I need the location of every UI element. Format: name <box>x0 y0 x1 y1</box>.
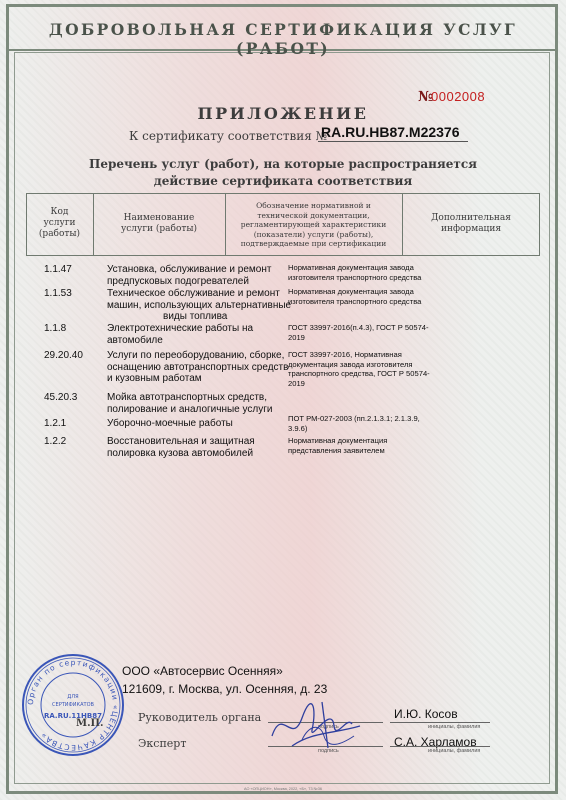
head-name: И.Ю. Косов <box>394 707 458 721</box>
row-doc: Нормативная документация завода изготовителя транспортного средства <box>288 263 422 282</box>
head-name-line <box>390 722 490 723</box>
head-name-caption: инициалы, фамилия <box>428 724 481 730</box>
signature-scribble <box>262 696 372 754</box>
header-doc: Обозначение нормативной и технической документации, регламентирующей характеристики (показатели) услуги (работы), подтверждаемые при сертификации <box>240 201 387 248</box>
seal-place-label: М.П. <box>76 718 104 729</box>
expert-signature-caption: подпись <box>318 748 339 754</box>
row-code: 1.2.1 <box>44 418 67 429</box>
form-number: 0002008 <box>431 89 486 104</box>
row-name: Уборочно-моечные работы <box>107 418 233 429</box>
organization-address: 121609, г. Москва, ул. Осенняя, д. 23 <box>122 682 328 696</box>
head-signature-caption: подпись <box>318 724 339 730</box>
expert-name-line <box>390 746 490 747</box>
row-doc: ГОСТ 33997-2016, Нормативная документация завода изготовителя транспортного средства, ГОСТ Р 50574- 2019 <box>288 350 430 388</box>
row-doc: ПОТ РМ-027-2003 (пп.2.1.3.1; 2.1.3.9, 3.9.6) <box>288 414 420 433</box>
expert-name: С.А. Харламов <box>394 735 477 749</box>
cert-label: К сертификату соответствия № <box>129 129 327 143</box>
expert-name-caption: инициалы, фамилия <box>428 748 481 754</box>
stamp-center-line2: СЕРТИФИКАТОВ <box>52 702 94 708</box>
stamp-center-line3: RA.RU.11HB87 <box>43 712 103 720</box>
printer-footer: АО «ОПЦИОН», Москва, 2022, «Б», Т3 №36 <box>244 787 322 791</box>
row-doc: ГОСТ 33997-2016(п.4.3), ГОСТ Р 50574- 2019 <box>288 323 429 342</box>
row-code: 1.1.53 <box>44 288 72 299</box>
cert-underline <box>318 141 468 142</box>
row-name: Электротехнические работы на автомобиле <box>107 323 254 346</box>
stamp-center-line1: ДЛЯ <box>67 694 79 700</box>
list-title-line1: Перечень услуг (работ), на которые распространяется <box>88 157 478 171</box>
stamp-ring-text: Орган по сертификации «ЦЕНТР КАЧЕСТВА» <box>25 657 121 753</box>
expert-role: Эксперт <box>138 737 187 750</box>
header-title: ДОБРОВОЛЬНАЯ СЕРТИФИКАЦИЯ УСЛУГ (РАБОТ) <box>48 20 518 58</box>
head-role: Руководитель органа <box>138 711 262 724</box>
row-code: 29.20.40 <box>44 350 83 361</box>
organization-name: ООО «Автосервис Осенняя» <box>122 664 283 678</box>
row-code: 1.1.47 <box>44 264 72 275</box>
row-name: Техническое обслуживание и ремонт машин, использующих альтернативные виды топлива <box>107 288 292 322</box>
row-name: Мойка автотранспортных средств, полирование и аналогичные услуги <box>107 392 273 415</box>
row-name: Установка, обслуживание и ремонт предпусковых подогревателей <box>107 264 272 287</box>
row-doc: Нормативная документация завода изготовителя транспортного средства <box>288 287 422 306</box>
row-name: Услуги по переоборудованию, сборке, оснащению автотранспортных средств и кузовным работам <box>107 350 289 384</box>
row-code: 1.2.2 <box>44 436 67 447</box>
appendix-title: ПРИЛОЖЕНИЕ <box>197 104 369 123</box>
row-code: 45.20.3 <box>44 392 78 403</box>
header-code: Код услуги (работы) <box>38 207 81 239</box>
header-name: Наименование услуги (работы) <box>120 213 198 234</box>
header-info: Дополнительная информация <box>431 213 511 234</box>
list-title <box>0 156 566 190</box>
row-name: Восстановительная и защитная полировка кузова автомобилей <box>107 436 255 459</box>
row-doc: Нормативная документация представления заявителем <box>288 436 388 455</box>
cert-number: RA.RU.HB87.M22376 <box>321 124 460 140</box>
number-label: № <box>418 89 434 105</box>
list-title-line2: действие сертификата соответствия <box>153 174 413 188</box>
row-code: 1.1.8 <box>44 323 67 334</box>
seal-stamp <box>18 650 128 760</box>
